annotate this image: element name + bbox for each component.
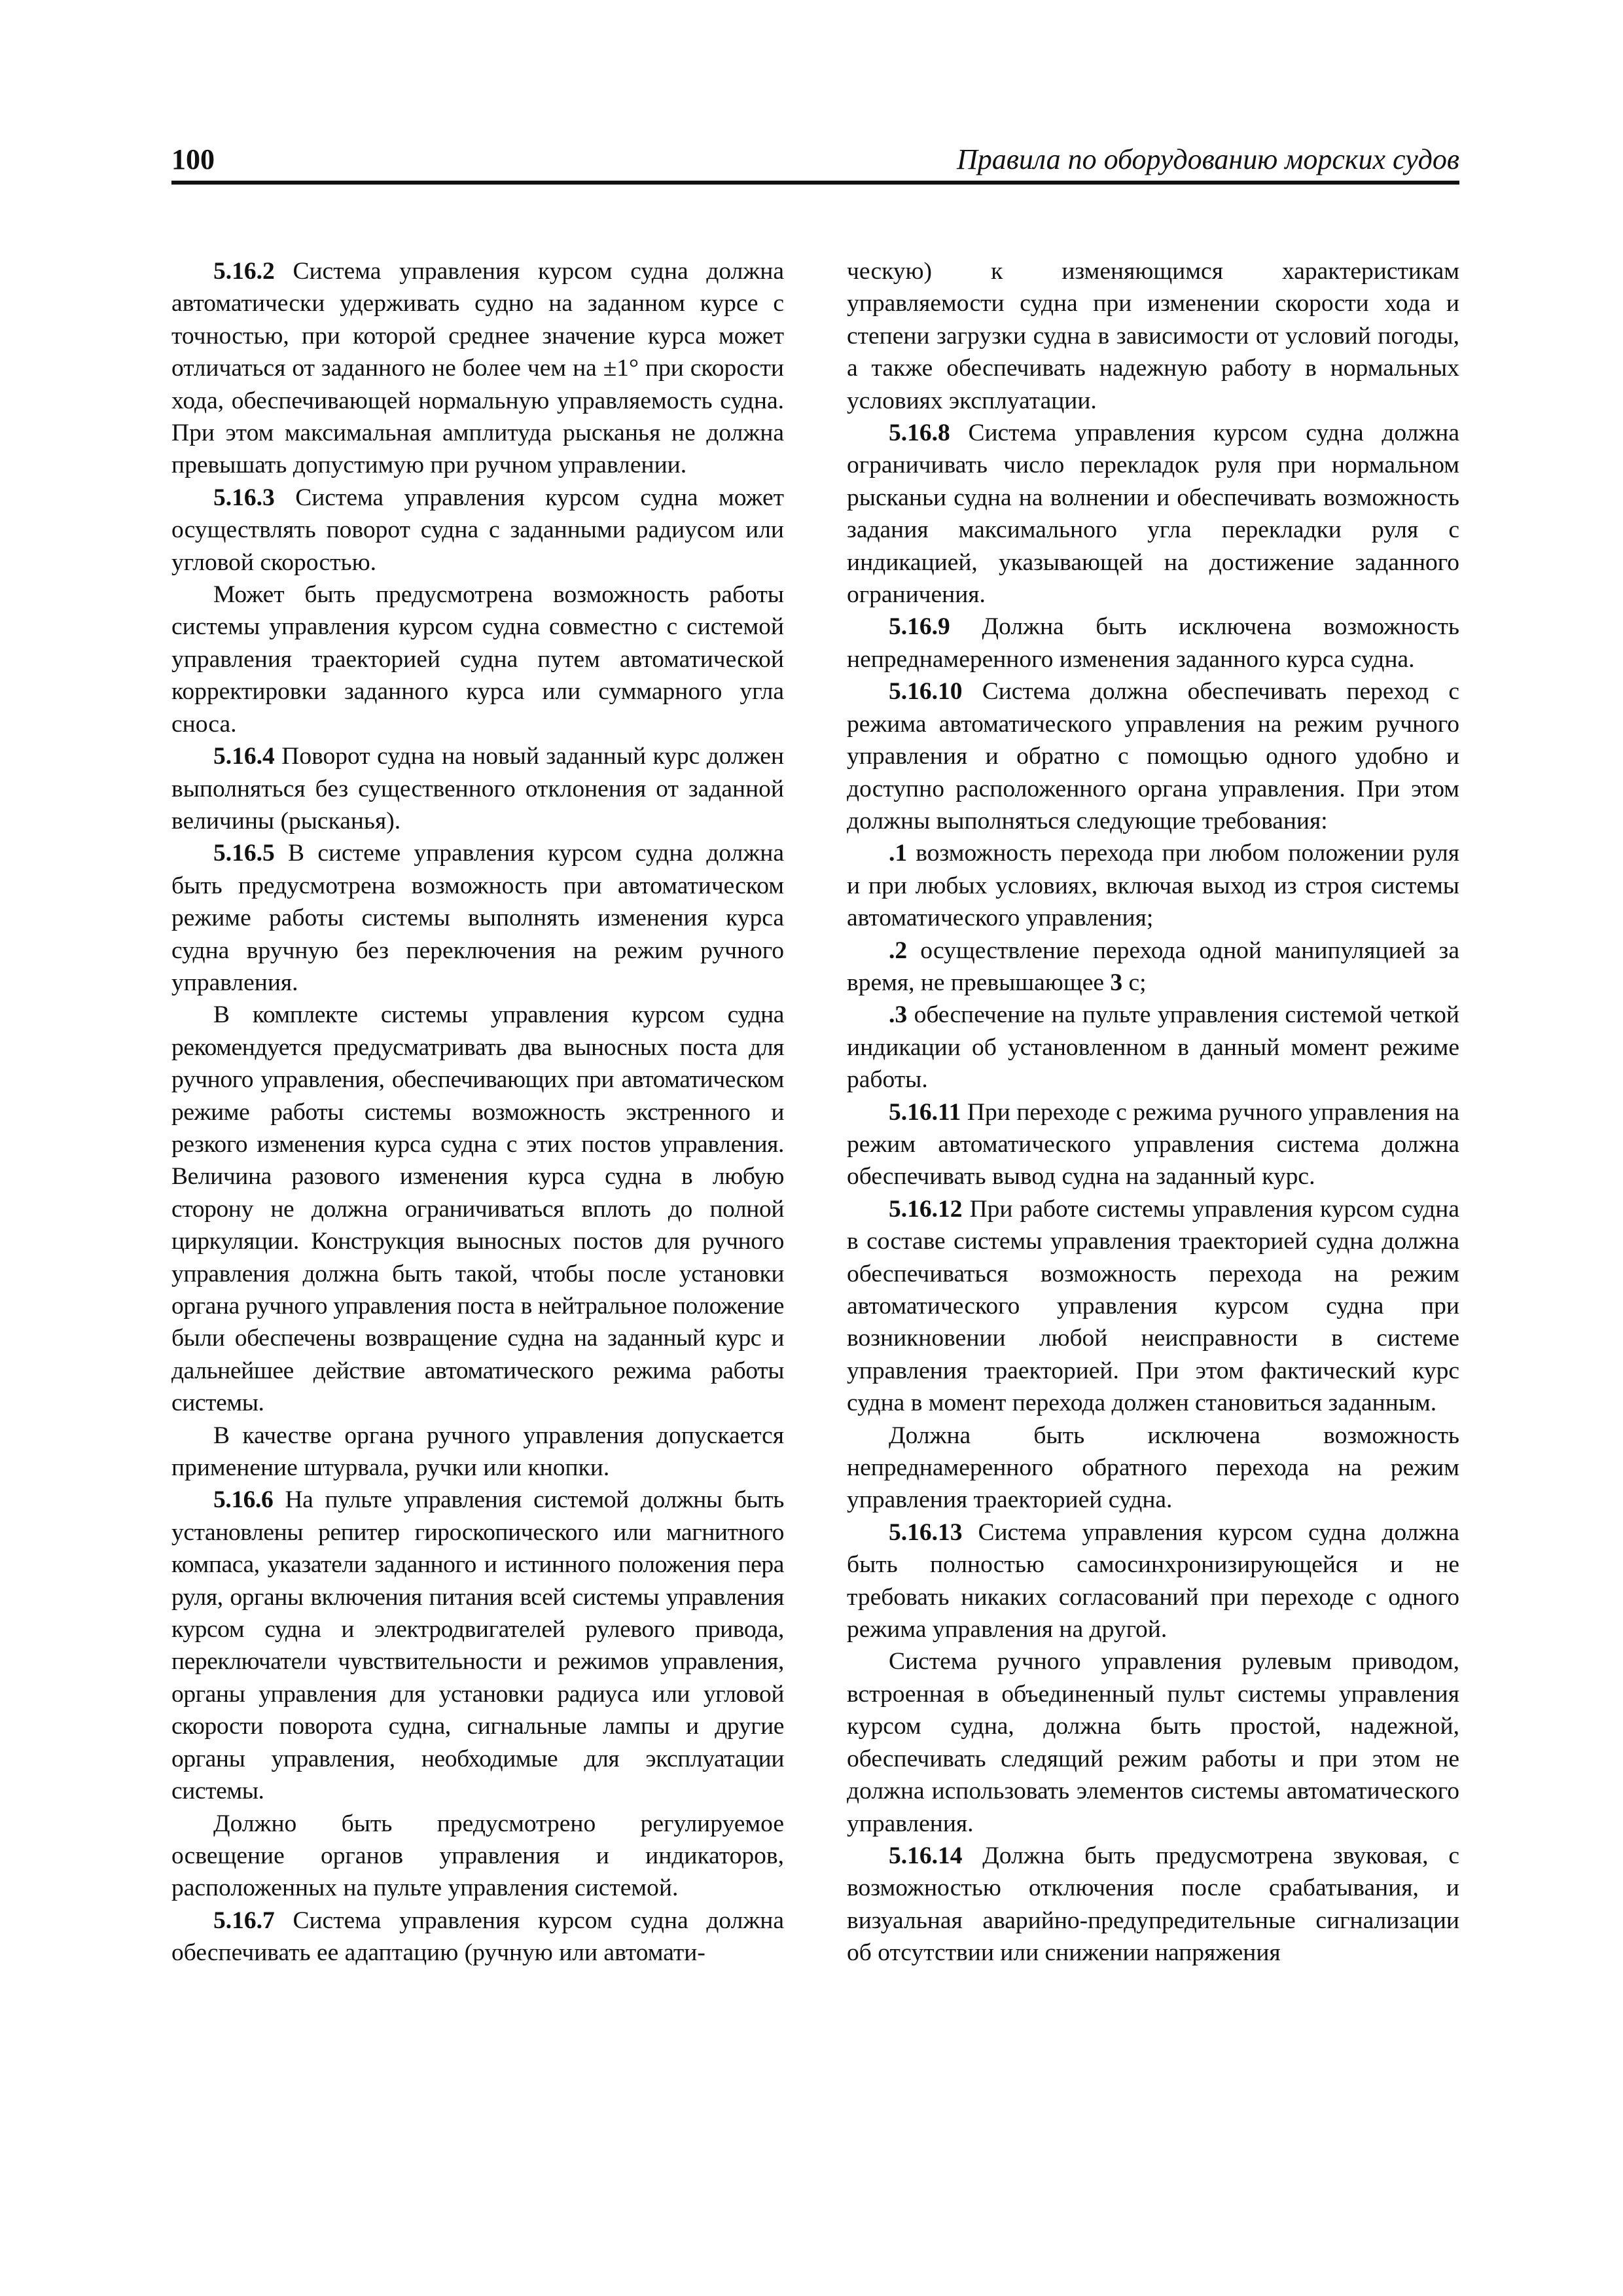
clause-5-16-3: [171, 482, 784, 579]
clause-5-16-12: [847, 1193, 1459, 1420]
clause-number: 5.16.9: [889, 613, 950, 641]
clause-number: 5.16.3: [213, 484, 275, 511]
item-number: .3: [889, 1001, 908, 1029]
running-title: Правила по оборудованию морских судов: [956, 143, 1459, 175]
clause-number: 5.16.13: [889, 1518, 963, 1546]
clause-number: 5.16.2: [213, 258, 275, 285]
document-page: [171, 144, 1459, 2147]
clause-number: 5.16.5: [213, 840, 275, 867]
item-text: возможность перехода при любом положении руля и при любых условиях, включая выход из строя системы автоматического управления;: [847, 840, 1459, 932]
paragraph: Система ручного управления рулевым приводом, встроенная в объединенный пульт системы управления курсом судна, должна быть простой, надежной, обеспечивать следящий режим работы и при этом не должна использовать элементов системы автоматического управления.: [847, 1648, 1459, 1837]
right-column: [847, 255, 1459, 1969]
clause-5-16-13: [847, 1516, 1459, 1646]
clause-number: 5.16.14: [889, 1842, 963, 1869]
clause-5-16-7: [171, 1905, 784, 1969]
clause-text: Система управления курсом судна должна ограничивать число перекладок руля при нормальном рысканьи судна на волнении и обеспечивать возможность задания максимального угла перекладки руля с индикацией, указывающей на достижение заданного ограничения.: [847, 420, 1459, 609]
paragraph-continued: ческую) к изменяющимся характеристикам управляемости судна при изменении скорости хода и степени загрузки судна в зависимости от условий погоды, а также обеспечивать надежную работу в нормальных условиях эксплуатации.: [847, 258, 1459, 414]
paragraph: Должно быть предусмотрено регулируемое освещение органов управления и индикаторов, расположенных на пульте управления системой.: [171, 1810, 784, 1902]
item-text: обеспечение на пульте управления системой четкой индикации об установленном в данный момент режиме работы.: [847, 1001, 1459, 1094]
clause-5-16-8: [847, 417, 1459, 611]
left-column: [171, 255, 784, 1969]
clause-5-16-9: [847, 611, 1459, 675]
paragraph: В качестве органа ручного управления допускается применение штурвала, ручки или кнопки.: [171, 1422, 784, 1482]
clause-number: 5.16.7: [213, 1907, 275, 1934]
clause-text: В системе управления курсом судна должна быть предусмотрена возможность при автоматическом режиме работы системы выполнять изменения курса судна вручную без переключения на режим ручного управления.: [171, 840, 784, 996]
clause-5-16-10: [847, 675, 1459, 837]
page-number: 100: [171, 143, 215, 175]
clause-text: Должна быть исключена возможность непреднамеренного изменения заданного курса судна.: [847, 613, 1459, 673]
item-number: .2: [889, 937, 908, 964]
running-header: [171, 144, 1459, 185]
paragraph: Может быть предусмотрена возможность работы системы управления курсом судна совместно с системой управления траекторией судна путем автоматической корректировки заданного курса или суммарного угла сноса.: [171, 581, 784, 738]
clause-5-16-14: [847, 1840, 1459, 1969]
clause-text: Система управления курсом судна должна обеспечивать ее адаптацию (ручную или автомати-: [171, 1907, 784, 1967]
list-item-1: [847, 837, 1459, 934]
list-item-2: [847, 935, 1459, 999]
item-text: осуществление перехода одной манипуляцией за время, не превышающее: [847, 937, 1459, 996]
clause-5-16-4: [171, 740, 784, 837]
clause-5-16-5: [171, 837, 784, 999]
clause-5-16-6: [171, 1484, 784, 1807]
clause-number: 5.16.8: [889, 420, 950, 447]
two-column-body: [171, 255, 1459, 1969]
clause-number: 5.16.11: [889, 1098, 961, 1126]
clause-text: При переходе с режима ручного управления на режим автоматического управления система должна обеспечивать вывод судна на заданный курс.: [847, 1098, 1459, 1191]
clause-number: 5.16.12: [889, 1195, 963, 1223]
clause-number: 5.16.10: [889, 678, 963, 706]
clause-text: Система управления курсом судна может осуществлять поворот судна с заданными радиусом или угловой скоростью.: [171, 484, 784, 576]
clause-number: 5.16.6: [213, 1486, 274, 1514]
clause-text: Система управления курсом судна должна быть полностью самосинхронизирующейся и не требовать никаких согласований при переходе с одного режима управления на другой.: [847, 1518, 1459, 1643]
list-item-3: [847, 999, 1459, 1096]
clause-text: Должна быть предусмотрена звуковая, с возможностью отключения после срабатывания, и визуальная аварийно-предупредительные сигнализации об отсутствии или снижении напряжения: [847, 1842, 1459, 1967]
clause-text: Система управления курсом судна должна автоматически удерживать судно на заданном курсе с точностью, при которой среднее значение курса может отличаться от заданного не более чем на ±1° при скорости хода, обеспечивающей нормальную управляемость судна. При этом максимальная амплитуда рысканья не должна превышать допустимую при ручном управлении.: [171, 258, 784, 479]
clause-5-16-2: [171, 255, 784, 482]
item-number: .1: [889, 840, 908, 867]
clause-number: 5.16.4: [213, 743, 275, 770]
clause-5-16-11: [847, 1096, 1459, 1193]
item-text-tail: с;: [1122, 969, 1147, 996]
clause-text: При работе системы управления курсом судна в составе системы управления траекторией судна должна обеспечиваться возможность перехода на режим автоматического управления курсом судна при возникновении любой неисправности в системе управления траекторией. При этом фактический курс судна в момент перехода должен становиться заданным.: [847, 1195, 1459, 1417]
clause-text: Система должна обеспечивать переход с режима автоматического управления на режим ручного управления и обратно с помощью одного удобно и доступно расположенного органа управления. При этом должны выполняться следующие требования:: [847, 678, 1459, 834]
time-limit-value: 3: [1110, 969, 1123, 996]
paragraph: В комплекте системы управления курсом судна рекомендуется предусматривать два выносных поста для ручного управления, обеспечивающих при автоматическом режиме работы системы возможность экстренного и резкого изменения курса судна с этих постов управления. Величина разового изменения курса судна в любую сторону не должна ограничиваться вплоть до полной циркуляции. Конструкция выносных постов для ручного управления должна быть такой, чтобы после установки органа ручного управления поста в нейтральное положение были обеспечены возвращение судна на заданный курс и дальнейшее действие автоматического режима работы системы.: [171, 1001, 784, 1417]
clause-text: Поворот судна на новый заданный курс должен выполняться без существенного отклонения от заданной величины (рысканья).: [171, 743, 784, 834]
clause-text: На пульте управления системой должны быть установлены репитер гироскопического или магнитного компаса, указатели заданного и истинного положения пера руля, органы включения питания всей системы управления курсом судна и электродвигателей рулевого привода, переключатели чувствительности и режимов управления, органы управления для установки радиуса или угловой скорости поворота судна, сигнальные лампы и другие органы управления, необходимые для эксплуатации системы.: [171, 1486, 784, 1805]
paragraph: Должна быть исключена возможность непреднамеренного обратного перехода на режим управления траекторией судна.: [847, 1422, 1459, 1514]
